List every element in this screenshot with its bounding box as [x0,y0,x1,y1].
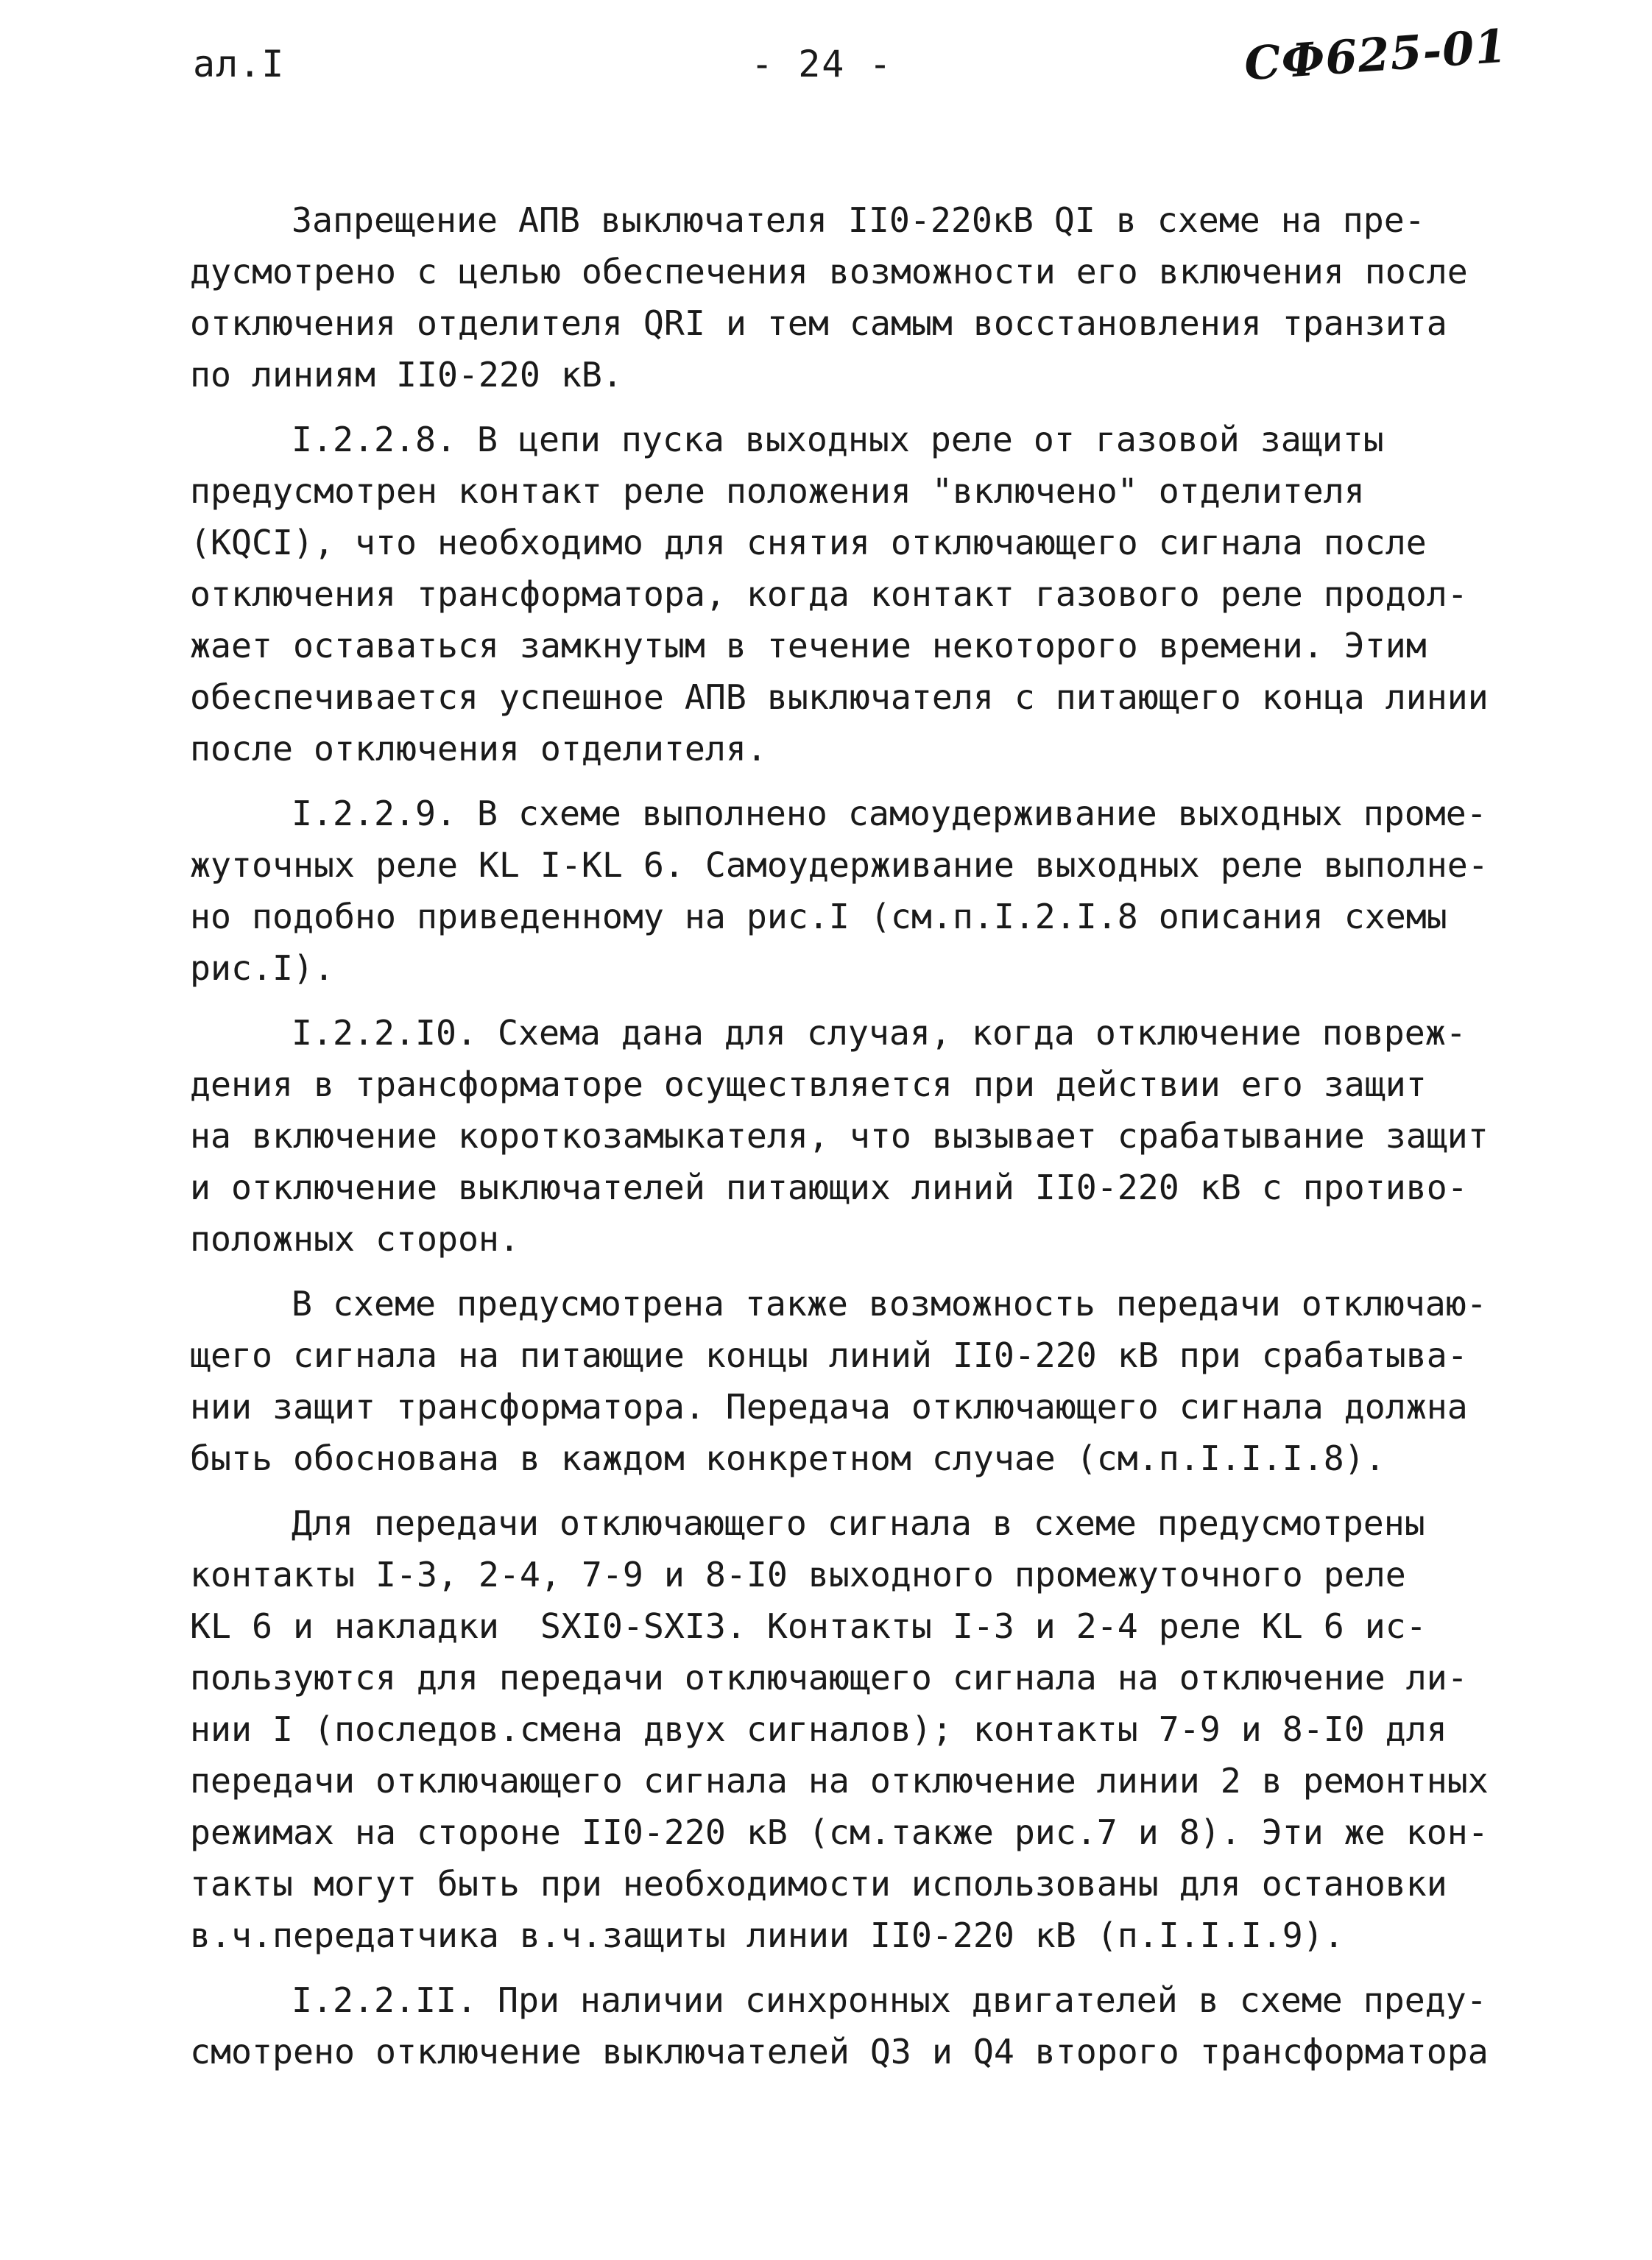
text-line: I.2.2.I0. Схема дана для случая, когда отключение повреж- [292,1013,1466,1053]
text-line: KL 6 и накладки SXI0-SXI3. Контакты I-3 и 2-4 реле KL 6 ис- [190,1606,1427,1646]
text-line: положных сторон. [190,1219,520,1259]
text-line: обеспечивается успешное АПВ выключателя с питающего конца линии [190,677,1489,717]
text-line: В схеме предусмотрена также возможность передачи отключаю- [292,1284,1487,1324]
sheet-label: ал.I [193,43,285,85]
text-line: Для передачи отключающего сигнала в схеме предусмотрены [292,1503,1425,1543]
paragraph [190,194,1589,400]
text-line: быть обоснована в каждом конкретном случае (см.п.I.I.I.8). [190,1438,1386,1478]
paragraph [190,1974,1589,2077]
page-number: - 24 - [751,43,893,85]
text-line: рис.I). [190,948,334,988]
paragraph [190,414,1589,774]
text-line: на включение короткозамыкателя, что вызывает срабатывание защит [190,1116,1489,1156]
text-line: такты могут быть при необходимости использованы для остановки [190,1864,1447,1904]
text-line: отключения трансформатора, когда контакт газового реле продол- [190,574,1468,614]
text-line: по линиям II0-220 кВ. [190,355,623,395]
text-line: передачи отключающего сигнала на отключение линии 2 в ремонтных [190,1761,1489,1801]
text-line: I.2.2.8. В цепи пуска выходных реле от газовой защиты [292,420,1384,459]
text-line: после отключения отделителя. [190,729,767,769]
text-line: контакты I-3, 2-4, 7-9 и 8-I0 выходного промежуточного реле [190,1555,1406,1595]
text-line: пользуются для передачи отключающего сигнала на отключение ли- [190,1658,1468,1698]
text-line: (KQCI), что необходимо для снятия отключающего сигнала после [190,523,1427,562]
body-text [190,194,1589,2091]
text-line: I.2.2.II. При наличии синхронных двигателей в схеме преду- [292,1980,1487,2020]
text-line: в.ч.передатчика в.ч.защиты линии II0-220 кВ (п.I.I.I.9). [190,1915,1344,1955]
paragraph [190,788,1589,994]
text-line: I.2.2.9. В схеме выполнено самоудерживание выходных проме- [292,794,1487,833]
text-line: смотрено отключение выключателей Q3 и Q4 второго трансформатора [190,2032,1489,2072]
text-line: нии I (последов.смена двух сигналов); контакты 7-9 и 8-I0 для [190,1709,1447,1749]
text-line: но подобно приведенному на рис.I (см.п.I.2.I.8 описания схемы [190,897,1447,936]
document-code: СФ625-01 [1242,18,1509,91]
paragraph [190,1497,1589,1961]
text-line: щего сигнала на питающие концы линий II0-220 кВ при срабатыва- [190,1335,1468,1375]
text-line: отключения отделителя QRI и тем самым восстановления транзита [190,303,1447,343]
paragraph [190,1278,1589,1484]
text-line: жает оставаться замкнутым в течение некоторого времени. Этим [190,626,1427,665]
text-line: режимах на стороне II0-220 кВ (см.также рис.7 и 8). Эти же кон- [190,1812,1489,1852]
text-line: дусмотрено с целью обеспечения возможности его включения после [190,252,1468,292]
text-line: и отключение выключателей питающих линий II0-220 кВ с противо- [190,1168,1468,1207]
text-line: нии защит трансформатора. Передача отключающего сигнала должна [190,1387,1468,1427]
text-line: предусмотрен контакт реле положения "включено" отделителя [190,471,1365,511]
text-line: Запрещение АПВ выключателя II0-220кВ QI в схеме на пре- [292,200,1425,240]
text-line: жуточных реле KL I-KL 6. Самоудерживание выходных реле выполне- [190,845,1489,885]
paragraph [190,1007,1589,1265]
text-line: дения в трансформаторе осуществляется при действии его защит [190,1064,1427,1104]
